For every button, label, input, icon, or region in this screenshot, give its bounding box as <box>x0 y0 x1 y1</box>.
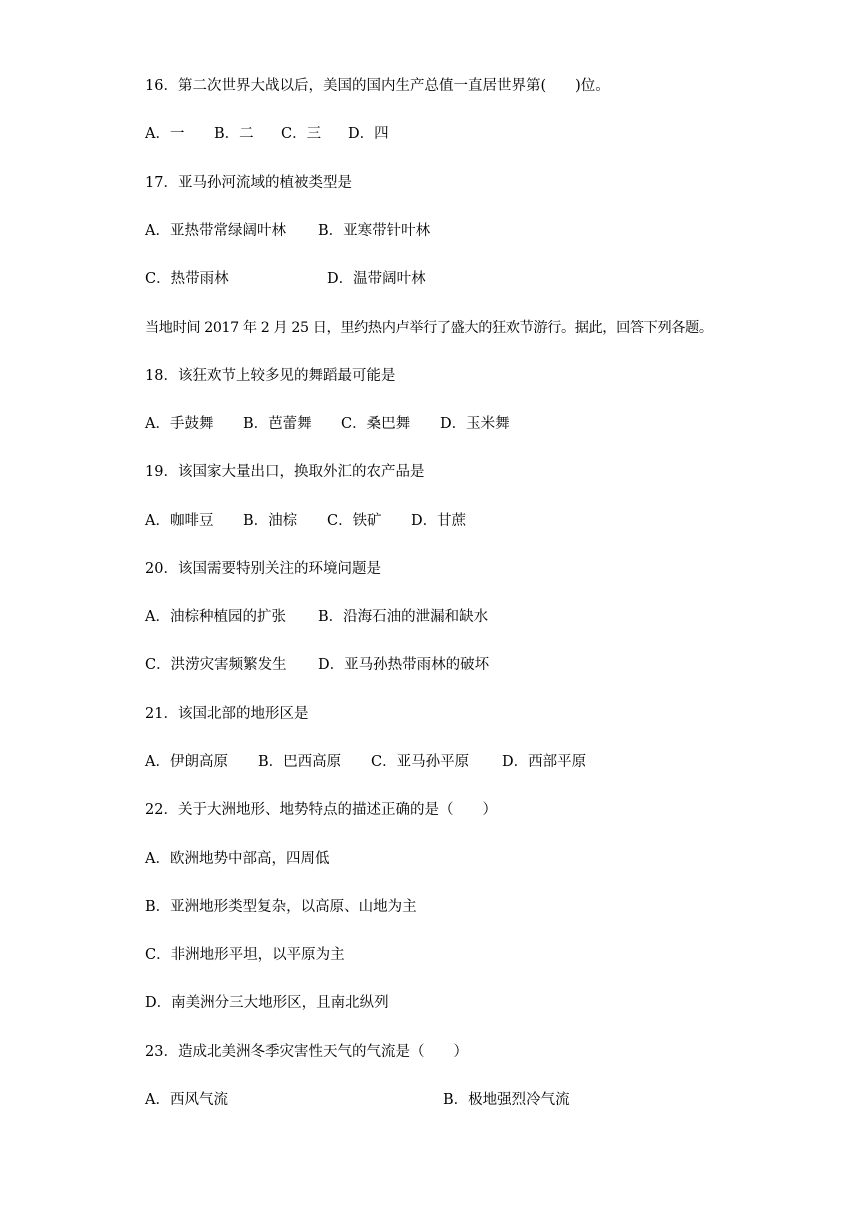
option-b: B．沿海石油的泄漏和缺水 <box>318 609 489 625</box>
option-a: A．咖啡豆 <box>145 513 214 529</box>
question-22: 22．关于大洲地形、地势特点的描述正确的是（ ） <box>145 802 497 818</box>
option-d: D．温带阔叶林 <box>327 271 426 287</box>
question-21: 21．该国北部的地形区是 <box>145 706 309 722</box>
option-a: A．手鼓舞 <box>145 416 214 432</box>
option-c: C．洪涝灾害频繁发生 <box>145 657 287 673</box>
option-d: D．玉米舞 <box>440 416 510 432</box>
option-c: C．桑巴舞 <box>341 416 411 432</box>
question-17: 17．亚马孙河流域的植被类型是 <box>145 175 352 191</box>
option-a: A．西风气流 <box>145 1092 228 1108</box>
option-a: A．油棕种植园的扩张 <box>145 609 286 625</box>
option-b: B．二 <box>214 126 254 142</box>
option-b: B．芭蕾舞 <box>243 416 312 432</box>
option-d: D．亚马孙热带雨林的破坏 <box>318 657 490 673</box>
option-d: D．四 <box>348 126 389 142</box>
question-16: 16．第二次世界大战以后，美国的国内生产总值一直居世界第( )位。 <box>145 78 610 94</box>
option-b: B．油棕 <box>243 513 298 529</box>
option-c: C．三 <box>281 126 322 142</box>
option-a: A．欧洲地势中部高，四周低 <box>145 851 330 867</box>
question-18: 18．该狂欢节上较多见的舞蹈最可能是 <box>145 368 396 384</box>
question-19: 19．该国家大量出口，换取外汇的农产品是 <box>145 464 425 480</box>
option-b: B．亚洲地形类型复杂，以高原、山地为主 <box>145 899 417 915</box>
option-d: D．甘蔗 <box>411 513 467 529</box>
option-a: A．伊朗高原 <box>145 754 228 770</box>
option-c: C．铁矿 <box>327 513 382 529</box>
reading-intro: 当地时间 2017 年 2 月 25 日，里约热内卢举行了盛大的狂欢节游行。据此，回答下列各题。 <box>145 320 713 336</box>
option-a: A．亚热带常绿阔叶林 <box>145 223 286 239</box>
option-d: D．南美洲分三大地形区，且南北纵列 <box>145 995 389 1011</box>
option-c: C．热带雨林 <box>145 271 229 287</box>
option-c: C．非洲地形平坦，以平原为主 <box>145 947 345 963</box>
option-d: D．西部平原 <box>502 754 587 770</box>
option-c: C．亚马孙平原 <box>371 754 470 770</box>
question-20: 20．该国需要特别关注的环境问题是 <box>145 561 381 577</box>
option-b: B．极地强烈冷气流 <box>443 1092 570 1108</box>
option-b: B．亚寒带针叶林 <box>318 223 431 239</box>
question-23: 23．造成北美洲冬季灾害性天气的气流是（ ） <box>145 1044 468 1060</box>
option-b: B．巴西高原 <box>258 754 342 770</box>
option-a: A．一 <box>145 126 185 142</box>
